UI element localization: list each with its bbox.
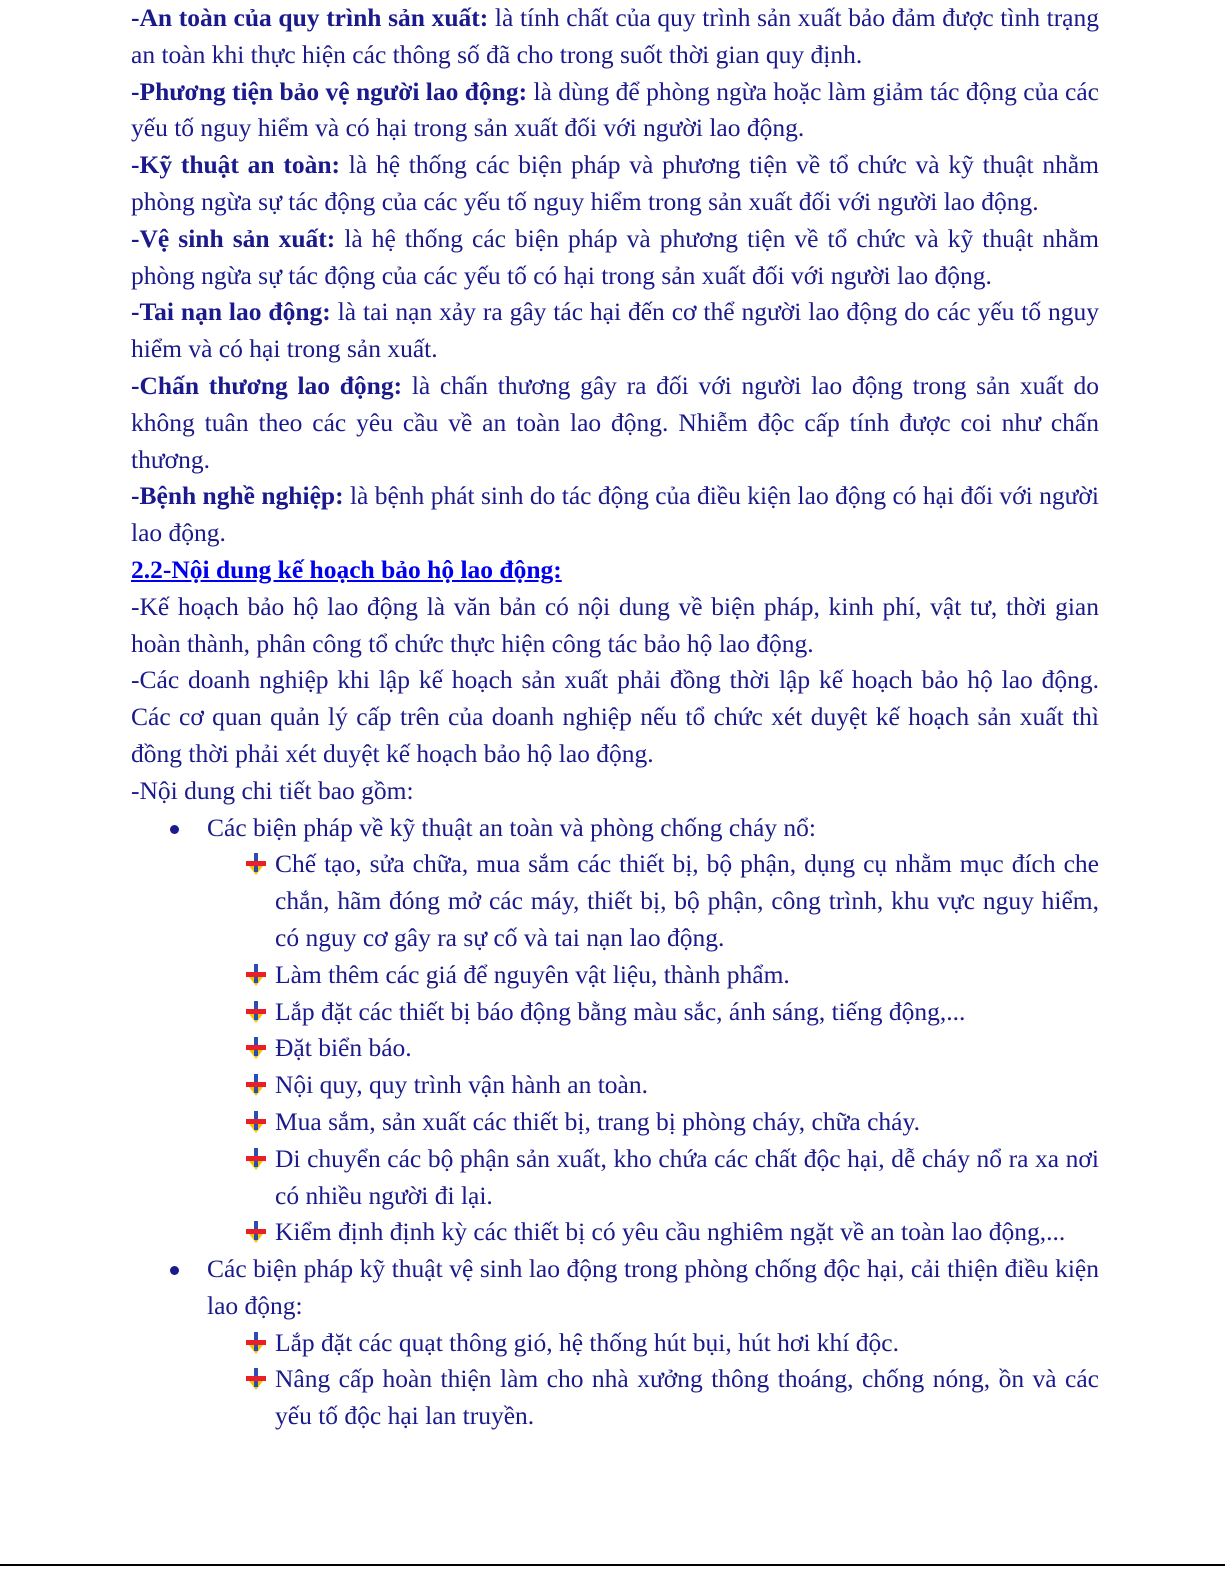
list-item (131, 994, 1099, 1031)
list-item-text: Mua sắm, sản xuất các thiết bị, trang bị phòng cháy, chữa cháy. (275, 1106, 920, 1136)
list-item (131, 957, 1099, 994)
definition-term: -Chấn thương lao động: (131, 370, 403, 400)
definition-paragraph (131, 0, 1099, 74)
section-paragraph: -Kế hoạch bảo hộ lao động là văn bản có nội dung về biện pháp, kinh phí, vật tư, thời gian hoàn thành, phân công tổ chức thực hiện công tác bảo hộ lao động. (131, 591, 1099, 658)
list-item (131, 1067, 1099, 1104)
arrow-down-bullet-icon (244, 963, 268, 987)
arrow-down-bullet-icon (244, 1220, 268, 1244)
definition-text: là bệnh phát sinh do tác động của điều kiện lao động có hại đối với người lao động. (131, 481, 1099, 548)
measures-list (131, 1251, 1099, 1325)
definition-term: -Bệnh nghề nghiệp: (131, 481, 344, 511)
definition-paragraph (131, 478, 1099, 552)
arrow-down-bullet-icon (244, 1110, 268, 1134)
arrow-down-bullet-icon (244, 1036, 268, 1060)
section-paragraph: -Các doanh nghiệp khi lập kế hoạch sản xuất phải đồng thời lập kế hoạch bảo hộ lao động. Các cơ quan quản lý cấp trên của doanh nghiệp nếu tổ chức xét duyệt kế hoạch sản xuất thì đồng thời phải xét duyệt kế hoạch bảo hộ lao động. (131, 665, 1099, 768)
measure-bullet (131, 810, 1099, 847)
arrow-down-bullet-icon (244, 1147, 268, 1171)
section-heading: 2.2-Nội dung kế hoạch bảo hộ lao động: (131, 554, 562, 584)
list-item-text: Đặt biển báo. (275, 1033, 412, 1063)
list-item (131, 1104, 1099, 1141)
arrow-down-bullet-icon (244, 1331, 268, 1355)
list-item-text: Làm thêm các giá để nguyên vật liệu, thành phẩm. (275, 959, 790, 989)
arrow-down-bullet-icon (244, 1367, 268, 1391)
list-item-text: Chế tạo, sửa chữa, mua sắm các thiết bị, bộ phận, dụng cụ nhằm mục đích che chắn, hãm đóng mở các máy, thiết bị, bộ phận, công trình, khu vực nguy hiểm, có nguy cơ gây ra sự cố và tai nạn lao động. (275, 849, 1099, 952)
list-item (131, 1141, 1099, 1215)
page-bottom-rule (0, 1564, 1225, 1566)
arrow-down-bullet-icon (244, 1000, 268, 1024)
list-item-text: Nâng cấp hoàn thiện làm cho nhà xưởng thông thoáng, chống nóng, ồn và các yếu tố độc hại lan truyền. (275, 1364, 1099, 1431)
list-item (131, 1361, 1099, 1435)
list-item (131, 846, 1099, 956)
definition-text: là chấn thương gây ra đối với người lao động trong sản xuất do không tuân theo các yêu cầu về an toàn lao động. Nhiễm độc cấp tính được coi như chấn thương. (131, 370, 1099, 474)
list-item-text: Lắp đặt các quạt thông gió, hệ thống hút bụi, hút hơi khí độc. (275, 1327, 899, 1357)
safety-measures-sublist (131, 846, 1099, 1251)
definition-term: -Vệ sinh sản xuất: (131, 223, 336, 253)
definition-text: là tính chất của quy trình sản xuất bảo đảm được tình trạng an toàn khi thực hiện các thông số đã cho trong suốt thời gian quy định. (131, 3, 1099, 69)
document-page (131, 0, 1099, 1435)
definition-term: -Tai nạn lao động: (131, 297, 331, 327)
arrow-down-bullet-icon (244, 1073, 268, 1097)
definition-term: -An toàn của quy trình sản xuất: (131, 3, 489, 32)
section-paragraph: -Nội dung chi tiết bao gồm: (131, 775, 414, 805)
list-item-text: Nội quy, quy trình vận hành an toàn. (275, 1070, 648, 1100)
list-item (131, 1325, 1099, 1362)
definition-paragraph (131, 368, 1099, 478)
bullet-dot-icon (170, 825, 179, 834)
measure-bullet-text: Các biện pháp kỹ thuật vệ sinh lao động trong phòng chống độc hại, cải thiện điều kiện lao động: (207, 1254, 1099, 1320)
list-item (131, 1214, 1099, 1251)
bullet-dot-icon (170, 1266, 179, 1275)
measure-bullet-text: Các biện pháp về kỹ thuật an toàn và phòng chống cháy nổ: (207, 812, 816, 842)
measure-bullet (131, 1251, 1099, 1325)
definition-text: là hệ thống các biện pháp và phương tiện về tổ chức và kỹ thuật nhằm phòng ngừa sự tác động của các yếu tố có hại trong sản xuất đối với người lao động. (131, 223, 1099, 290)
list-item-text: Di chuyển các bộ phận sản xuất, kho chứa các chất độc hại, dễ cháy nổ ra xa nơi có nhiều người đi lại. (275, 1143, 1099, 1210)
definition-paragraph (131, 221, 1099, 295)
definition-term: -Kỹ thuật an toàn: (131, 150, 341, 180)
definition-text: là hệ thống các biện pháp và phương tiện về tổ chức và kỹ thuật nhằm phòng ngừa sự tác động của các yếu tố nguy hiểm trong sản xuất đối với người lao động. (131, 150, 1099, 216)
hygiene-measures-sublist (131, 1325, 1099, 1435)
measures-list (131, 810, 1099, 847)
list-item-text: Lắp đặt các thiết bị báo động bằng màu sắc, ánh sáng, tiếng động,... (275, 996, 966, 1026)
definition-paragraph (131, 294, 1099, 368)
definition-paragraph (131, 147, 1099, 221)
definition-paragraph (131, 74, 1099, 148)
arrow-down-bullet-icon (244, 852, 268, 876)
list-item (131, 1030, 1099, 1067)
definition-text: là dùng để phòng ngừa hoặc làm giảm tác động của các yếu tố nguy hiểm và có hại trong sản xuất đối với người lao động. (131, 76, 1099, 143)
list-item-text: Kiểm định định kỳ các thiết bị có yêu cầu nghiêm ngặt về an toàn lao động,... (275, 1217, 1066, 1247)
definition-term: -Phương tiện bảo vệ người lao động: (131, 76, 528, 106)
definition-text: là tai nạn xảy ra gây tác hại đến cơ thể người lao động do các yếu tố nguy hiểm và có hại trong sản xuất. (131, 297, 1099, 364)
